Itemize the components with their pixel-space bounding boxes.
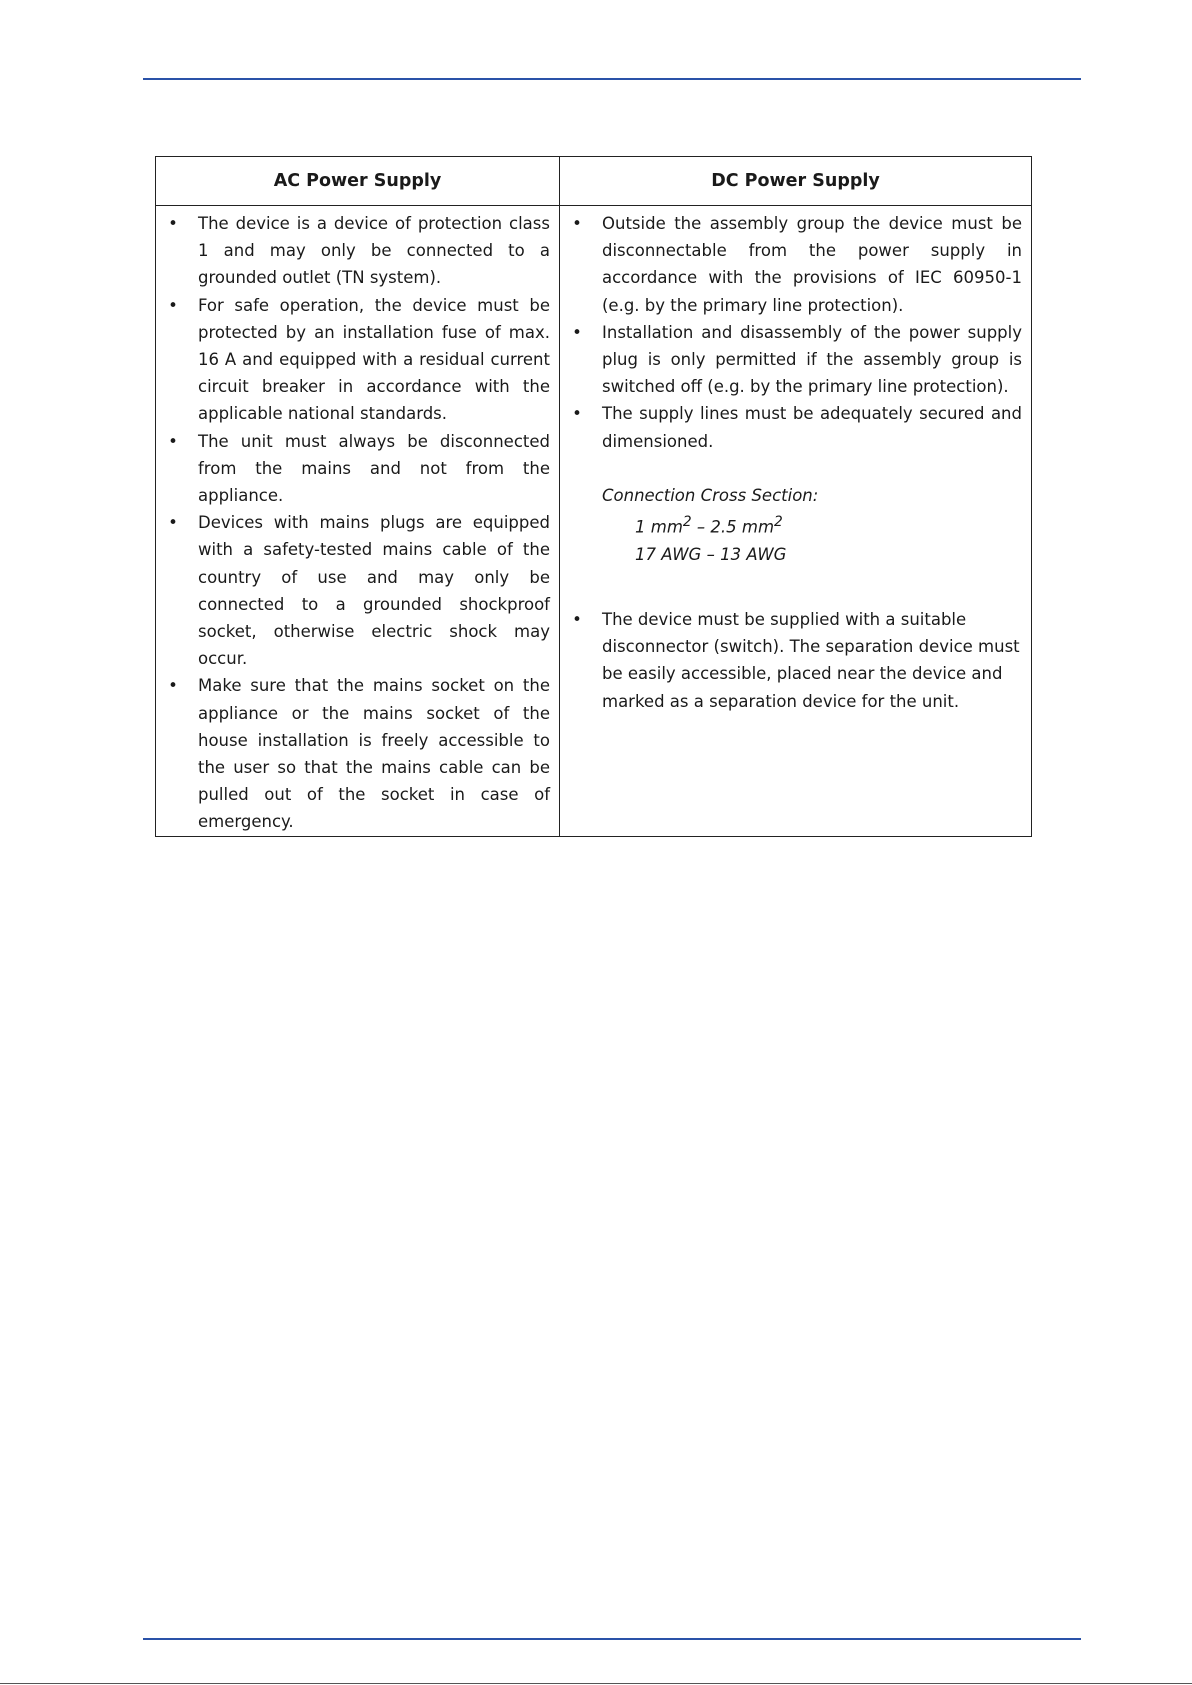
dc-power-supply-header: DC Power Supply	[560, 157, 1032, 206]
ac-power-supply-cell	[156, 206, 560, 837]
table-header-row	[156, 157, 1032, 206]
bullet-icon: •	[572, 404, 582, 424]
list-item	[164, 210, 550, 292]
connection-cross-section	[568, 482, 1022, 568]
page-edge-line	[0, 1683, 1192, 1684]
bullet-icon: •	[572, 609, 582, 629]
ac-item-text: Make sure that the mains socket on the appliance or the mains socket of the house installation is freely accessible to the user so that the mains cable can be pulled out of the socket in case of emergency.	[198, 676, 550, 832]
bullet-icon: •	[168, 431, 178, 451]
ac-power-supply-header: AC Power Supply	[156, 157, 560, 206]
metric-min: 1 mm	[635, 517, 683, 537]
dc-final-list	[568, 606, 1022, 715]
metric-min-exponent: 2	[682, 514, 692, 531]
bullet-icon: •	[168, 214, 178, 233]
cross-section-metric	[602, 509, 1022, 541]
ac-item-text: Devices with mains plugs are equipped with a safety-tested mains cable of the country of use and may only be connected to a grounded shockproof socket, otherwise electric shock may occur.	[198, 513, 550, 669]
table-row	[156, 206, 1032, 837]
spacer	[568, 568, 1022, 606]
list-item	[164, 428, 550, 510]
list-item	[568, 319, 1022, 401]
bullet-icon: •	[572, 322, 582, 342]
footer-rule	[143, 1638, 1081, 1640]
ac-bullet-list	[164, 210, 550, 836]
ac-item-text: For safe operation, the device must be protected by an installation fuse of max. 16 A and equipped with a residual current circuit breaker in accordance with the applicable national standards.	[198, 295, 550, 424]
list-item	[568, 606, 1022, 715]
list-item	[164, 292, 550, 428]
list-item	[568, 400, 1022, 454]
bullet-icon: •	[572, 214, 582, 233]
list-item	[164, 509, 550, 672]
list-item	[568, 210, 1022, 319]
metric-max: – 2.5 mm	[691, 517, 775, 537]
list-item	[164, 672, 550, 835]
bullet-icon: •	[168, 295, 178, 315]
dc-final-item-text: The device must be supplied with a suitable disconnector (switch). The separation device must be easily accessible, placed near the device and marked as a separation device for the unit.	[602, 609, 1020, 711]
dc-power-supply-cell	[560, 206, 1032, 837]
dc-item-text: Installation and disassembly of the power supply plug is only permitted if the assembly group is switched off (e.g. by the primary line protection).	[602, 322, 1022, 397]
dc-bullet-list	[568, 210, 1022, 455]
cross-section-awg: 17 AWG – 13 AWG	[635, 544, 787, 564]
dc-item-text: The supply lines must be adequately secured and dimensioned.	[602, 404, 1022, 451]
metric-max-exponent: 2	[774, 514, 783, 531]
cross-section-label: Connection Cross Section:	[602, 485, 819, 505]
bullet-icon: •	[168, 676, 178, 696]
power-supply-table	[155, 156, 1032, 837]
header-rule	[143, 78, 1081, 80]
ac-item-text: The device is a device of protection class 1 and may only be connected to a grounded outlet (TN system).	[198, 214, 550, 288]
bullet-icon: •	[168, 513, 178, 533]
dc-item-text: Outside the assembly group the device must be disconnectable from the power supply in accordance with the provisions of IEC 60950-1 (e.g. by the primary line protection).	[602, 214, 1022, 315]
ac-item-text: The unit must always be disconnected from the mains and not from the appliance.	[198, 431, 550, 506]
